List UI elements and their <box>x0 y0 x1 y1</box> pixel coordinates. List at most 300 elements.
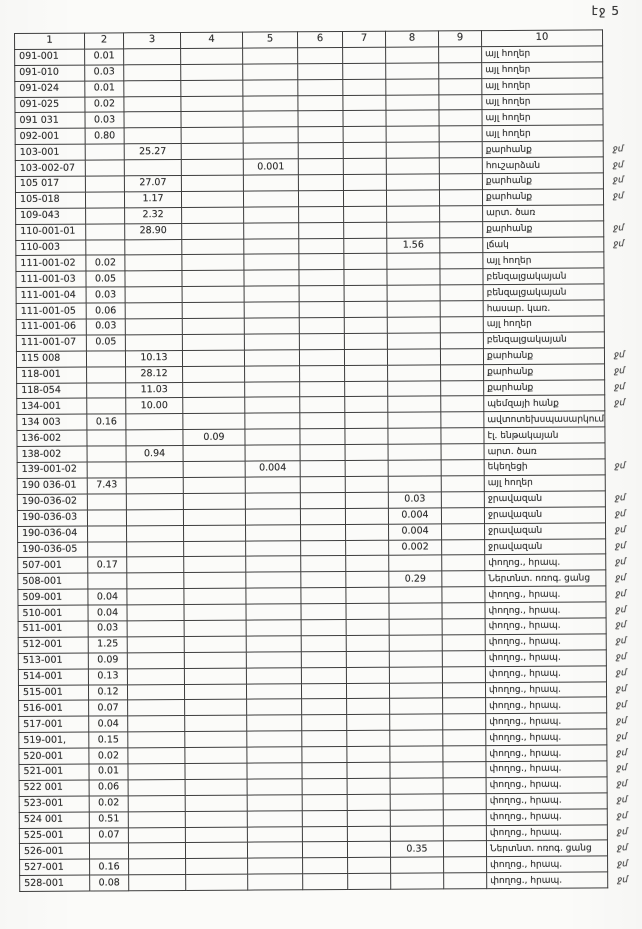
value-cell <box>298 159 343 175</box>
value-cell <box>184 620 246 636</box>
parcel-code-cell: 111-001-07 <box>16 335 86 351</box>
value-cell <box>127 684 184 700</box>
parcel-code-cell: 091 031 <box>15 113 85 129</box>
land-use-cell: փողոց., հրապ. <box>485 618 606 635</box>
value-cell <box>440 285 483 301</box>
value-cell <box>127 525 184 541</box>
value-cell <box>243 111 298 127</box>
parcel-code-cell: 514-001 <box>18 669 88 685</box>
land-use-cell: այլ հողեր <box>483 252 604 269</box>
value-cell <box>440 205 483 221</box>
value-cell <box>390 825 443 841</box>
land-use-cell: փողոց., հրապ. <box>487 856 608 873</box>
value-cell <box>300 381 345 397</box>
table-row <box>20 872 640 892</box>
value-cell <box>298 190 343 206</box>
parcel-code-cell: 527-001 <box>20 859 90 875</box>
value-cell <box>440 269 483 285</box>
value-cell <box>183 413 245 429</box>
value-cell <box>344 222 387 238</box>
value-cell <box>344 270 387 286</box>
land-use-cell: փողոց., հրապ. <box>486 809 607 826</box>
value-cell: 0.06 <box>86 303 125 319</box>
value-cell <box>299 286 344 302</box>
value-cell <box>389 587 442 603</box>
value-cell: 0.12 <box>88 684 127 700</box>
value-cell <box>346 651 389 667</box>
margin-note: ջմ <box>614 382 625 393</box>
value-cell <box>346 603 389 619</box>
value-cell <box>302 699 347 715</box>
value-cell: 0.51 <box>89 811 128 827</box>
value-cell <box>181 127 243 143</box>
value-cell <box>347 778 390 794</box>
value-cell <box>444 857 487 873</box>
value-cell <box>343 95 386 111</box>
value-cell <box>126 462 183 478</box>
value-cell <box>184 604 246 620</box>
land-use-cell: բենզալցակայան <box>483 284 604 301</box>
table-body <box>15 46 640 892</box>
value-cell <box>86 208 125 224</box>
value-cell <box>243 79 298 95</box>
value-cell <box>185 699 247 715</box>
value-cell <box>443 809 486 825</box>
land-use-cell: էլ. ենթակայան <box>484 427 605 444</box>
value-cell <box>245 413 300 429</box>
value-cell <box>300 445 345 461</box>
value-cell <box>343 47 386 63</box>
value-cell <box>247 763 302 779</box>
parcel-code-cell: 520-001 <box>19 748 89 764</box>
value-cell <box>185 763 247 779</box>
column-header-9: 9 <box>438 31 481 47</box>
value-cell <box>182 286 244 302</box>
value-cell <box>181 112 243 128</box>
land-use-cell: այլ հողեր <box>482 78 603 95</box>
margin-note: ջմ <box>615 557 627 568</box>
value-cell <box>88 573 127 589</box>
value-cell <box>184 652 246 668</box>
value-cell <box>124 80 181 96</box>
parcel-code-cell: 515-001 <box>18 685 88 701</box>
parcel-code-cell: 513-001 <box>18 653 88 669</box>
value-cell <box>301 572 346 588</box>
land-use-cell: այլ հողեր <box>482 93 603 110</box>
value-cell <box>182 207 244 223</box>
land-use-cell: քարհանք <box>483 221 604 238</box>
value-cell <box>301 524 346 540</box>
margin-note <box>604 316 636 332</box>
margin-note: ջմ <box>615 636 627 647</box>
value-cell <box>302 762 347 778</box>
value-cell <box>124 64 181 80</box>
value-cell <box>441 428 484 444</box>
land-use-cell: ջրավազան <box>485 523 606 540</box>
parcel-code-cell: 507-001 <box>18 557 88 573</box>
value-cell: 0.05 <box>86 335 125 351</box>
value-cell <box>183 398 245 414</box>
land-use-cell: քարհանք <box>482 141 603 158</box>
value-cell <box>127 605 184 621</box>
parcel-code-cell: 136-002 <box>17 430 87 446</box>
value-cell <box>301 667 346 683</box>
value-cell <box>181 143 243 159</box>
value-cell <box>389 555 442 571</box>
value-cell <box>127 620 184 636</box>
value-cell <box>348 858 391 874</box>
column-header-7: 7 <box>342 31 385 47</box>
value-cell <box>345 460 388 476</box>
parcel-code-cell: 105-018 <box>15 192 85 208</box>
value-cell <box>243 191 298 207</box>
value-cell: 0.04 <box>88 605 127 621</box>
value-cell <box>345 365 388 381</box>
value-cell <box>182 350 244 366</box>
parcel-code-cell: 522 001 <box>19 780 89 796</box>
value-cell <box>299 222 344 238</box>
column-header-8: 8 <box>385 31 438 47</box>
value-cell <box>124 128 181 144</box>
value-cell <box>344 206 387 222</box>
value-cell <box>125 255 182 271</box>
parcel-code-cell: 118-001 <box>17 367 87 383</box>
parcel-code-cell: 105 017 <box>15 176 85 192</box>
land-use-cell: այլ հողեր <box>482 62 603 79</box>
value-cell <box>441 476 484 492</box>
margin-note: ջմ <box>616 795 628 806</box>
value-cell <box>442 603 485 619</box>
parcel-code-cell: 521-001 <box>19 764 89 780</box>
value-cell <box>301 651 346 667</box>
value-cell <box>298 127 343 143</box>
value-cell <box>88 541 127 557</box>
value-cell <box>345 397 388 413</box>
parcel-code-cell: 517-001 <box>19 716 89 732</box>
value-cell <box>390 810 443 826</box>
value-cell <box>245 493 300 509</box>
value-cell <box>246 604 301 620</box>
value-cell: 0.01 <box>89 764 128 780</box>
value-cell <box>245 508 300 524</box>
value-cell <box>244 270 299 286</box>
value-cell <box>346 683 389 699</box>
value-cell <box>443 762 486 778</box>
parcel-code-cell: 111-001-06 <box>16 319 86 335</box>
value-cell <box>442 539 485 555</box>
value-cell: 0.16 <box>90 859 129 875</box>
value-cell <box>347 826 390 842</box>
margin-note <box>604 300 636 316</box>
land-use-cell: փողոց., հրապ. <box>485 602 606 619</box>
value-cell <box>441 364 484 380</box>
value-cell <box>127 557 184 573</box>
value-cell <box>246 588 301 604</box>
value-cell <box>127 589 184 605</box>
value-cell <box>182 318 244 334</box>
value-cell: 1.56 <box>387 237 440 253</box>
value-cell: 0.02 <box>86 255 125 271</box>
value-cell <box>245 365 300 381</box>
value-cell <box>127 541 184 557</box>
parcel-code-cell: 519-001, <box>19 732 89 748</box>
value-cell <box>184 541 246 557</box>
value-cell <box>343 79 386 95</box>
value-cell <box>442 666 485 682</box>
value-cell <box>185 715 247 731</box>
margin-note: ջմ <box>616 827 628 838</box>
value-cell <box>181 80 243 96</box>
value-cell: 0.01 <box>85 81 124 97</box>
value-cell: 11.03 <box>126 382 183 398</box>
value-cell <box>386 110 439 126</box>
value-cell <box>128 779 185 795</box>
land-use-cell: փողոց., հրապ. <box>486 697 607 714</box>
value-cell: 0.02 <box>89 796 128 812</box>
value-cell <box>439 190 482 206</box>
value-cell <box>184 572 246 588</box>
value-cell <box>183 461 245 477</box>
value-cell <box>184 525 246 541</box>
value-cell <box>440 221 483 237</box>
value-cell <box>298 47 343 63</box>
value-cell <box>441 507 484 523</box>
value-cell <box>345 428 388 444</box>
value-cell <box>85 176 124 192</box>
column-header-1: 1 <box>15 33 85 49</box>
value-cell <box>441 396 484 412</box>
land-use-cell: բենզալցակայան <box>483 268 604 285</box>
value-cell <box>125 287 182 303</box>
value-cell <box>443 841 486 857</box>
value-cell: 0.15 <box>89 732 128 748</box>
land-use-cell: ջրավազան <box>484 507 605 524</box>
value-cell <box>182 334 244 350</box>
value-cell <box>301 540 346 556</box>
value-cell: 0.004 <box>245 461 300 477</box>
value-cell <box>243 175 298 191</box>
parcel-code-cell: 091-025 <box>15 97 85 113</box>
parcel-code-cell: 103-001 <box>15 144 85 160</box>
margin-note: ջմ <box>617 874 628 885</box>
margin-note <box>604 252 636 268</box>
value-cell <box>124 48 181 64</box>
value-cell <box>442 587 485 603</box>
value-cell <box>183 509 245 525</box>
value-cell <box>245 429 300 445</box>
value-cell <box>244 222 299 238</box>
value-cell <box>127 668 184 684</box>
column-header-10: 10 <box>481 30 602 47</box>
value-cell <box>442 619 485 635</box>
land-use-cell: փողոց., հրապ. <box>486 713 607 730</box>
margin-note <box>605 475 637 491</box>
margin-note <box>605 443 637 459</box>
value-cell <box>345 381 388 397</box>
value-cell <box>87 446 126 462</box>
parcel-code-cell: 134-001 <box>17 399 87 415</box>
value-cell <box>181 191 243 207</box>
parcel-code-cell: 111-001-02 <box>16 256 86 272</box>
value-cell <box>301 588 346 604</box>
value-cell <box>181 64 243 80</box>
value-cell <box>126 430 183 446</box>
land-use-cell: արտ. ծառ <box>483 205 604 222</box>
land-use-cell: փողոց., հրապ. <box>485 681 606 698</box>
value-cell <box>389 603 442 619</box>
value-cell <box>86 351 125 367</box>
value-cell <box>185 827 247 843</box>
parcel-code-cell: 110-001-01 <box>16 224 86 240</box>
parcel-code-cell: 509-001 <box>18 589 88 605</box>
land-use-cell: բենզալցակայան <box>483 332 604 349</box>
land-use-cell: հուշարձան <box>482 157 603 174</box>
parcel-code-cell: 190 036-01 <box>17 478 87 494</box>
value-cell <box>386 79 439 95</box>
margin-note <box>604 332 636 348</box>
value-cell <box>389 619 442 635</box>
value-cell <box>390 698 443 714</box>
value-cell: 0.004 <box>388 508 441 524</box>
value-cell <box>386 126 439 142</box>
value-cell <box>125 303 182 319</box>
value-cell <box>387 333 440 349</box>
value-cell <box>247 810 302 826</box>
value-cell <box>185 811 247 827</box>
land-use-cell: փողոց., հրապ. <box>485 554 606 571</box>
parcel-code-cell: 526-001 <box>19 843 89 859</box>
value-cell <box>440 301 483 317</box>
value-cell <box>439 62 482 78</box>
value-cell <box>125 239 182 255</box>
value-cell: 0.13 <box>88 668 127 684</box>
parcel-code-cell: 111-001-03 <box>16 271 86 287</box>
margin-note: ջմ <box>615 541 626 552</box>
value-cell <box>388 444 441 460</box>
margin-note: ջմ <box>615 620 627 631</box>
value-cell <box>302 731 347 747</box>
value-cell <box>386 142 439 158</box>
value-cell <box>85 192 124 208</box>
value-cell <box>247 747 302 763</box>
value-cell <box>443 698 486 714</box>
value-cell <box>244 207 299 223</box>
parcel-code-cell: 118-054 <box>17 383 87 399</box>
value-cell: 2.32 <box>125 207 182 223</box>
value-cell <box>299 270 344 286</box>
value-cell <box>247 842 302 858</box>
value-cell <box>343 111 386 127</box>
value-cell <box>345 476 388 492</box>
value-cell <box>183 477 245 493</box>
margin-note: ջմ <box>615 525 626 536</box>
value-cell <box>439 110 482 126</box>
value-cell <box>125 271 182 287</box>
parcel-code-cell: 525-001 <box>19 828 89 844</box>
value-cell <box>389 667 442 683</box>
value-cell <box>299 206 344 222</box>
value-cell <box>439 126 482 142</box>
parcel-code-cell: 511-001 <box>18 621 88 637</box>
value-cell <box>181 96 243 112</box>
value-cell: 0.06 <box>89 780 128 796</box>
value-cell <box>185 731 247 747</box>
value-cell <box>128 811 185 827</box>
value-cell <box>344 238 387 254</box>
value-cell <box>245 381 300 397</box>
land-use-cell: այլ հողեր <box>483 316 604 333</box>
value-cell <box>183 493 245 509</box>
value-cell <box>347 746 390 762</box>
value-cell <box>387 206 440 222</box>
value-cell <box>343 158 386 174</box>
parcel-code-cell: 139-001-02 <box>17 462 87 478</box>
land-use-cell: Ներտնտ. ոռոգ. ցանց <box>485 570 606 587</box>
land-use-cell: փողոց., հրապ. <box>486 761 607 778</box>
value-cell <box>89 843 128 859</box>
value-cell <box>388 412 441 428</box>
parcel-code-cell: 109-043 <box>16 208 86 224</box>
value-cell <box>299 318 344 334</box>
value-cell <box>181 175 243 191</box>
value-cell <box>245 445 300 461</box>
value-cell <box>388 380 441 396</box>
value-cell <box>388 428 441 444</box>
value-cell <box>126 414 183 430</box>
land-use-cell: արտ. ծառ <box>484 443 605 460</box>
value-cell: 10.13 <box>125 350 182 366</box>
value-cell <box>181 159 243 175</box>
value-cell <box>389 682 442 698</box>
margin-note: ջմ <box>615 668 627 679</box>
value-cell <box>87 382 126 398</box>
value-cell: 1.17 <box>124 191 181 207</box>
value-cell <box>298 63 343 79</box>
land-use-cell: քարհանք <box>482 173 603 190</box>
value-cell <box>247 731 302 747</box>
value-cell <box>86 224 125 240</box>
value-cell <box>347 842 390 858</box>
margin-note: ջմ <box>612 191 624 202</box>
parcel-code-cell: 115 008 <box>16 351 86 367</box>
value-cell <box>388 396 441 412</box>
land-use-cell: փողոց., հրապ. <box>485 650 606 667</box>
parcel-code-cell: 516-001 <box>19 700 89 716</box>
value-cell: 0.09 <box>183 429 245 445</box>
value-cell: 0.02 <box>85 96 124 112</box>
margin-note: ջմ <box>616 716 627 727</box>
value-cell: 0.04 <box>89 716 128 732</box>
value-cell <box>440 237 483 253</box>
value-cell <box>244 254 299 270</box>
value-cell <box>300 492 345 508</box>
value-cell: 0.29 <box>389 571 442 587</box>
value-cell <box>345 444 388 460</box>
value-cell <box>443 746 486 762</box>
margin-note: ջմ <box>614 461 626 472</box>
value-cell: 7.43 <box>87 478 126 494</box>
value-cell <box>391 873 444 889</box>
land-use-cell: եկեղեցի <box>484 459 605 476</box>
value-cell: 28.12 <box>126 366 183 382</box>
value-cell <box>127 573 184 589</box>
value-cell <box>246 540 301 556</box>
value-cell <box>347 762 390 778</box>
value-cell <box>181 48 243 64</box>
margin-note: ջմ <box>614 493 626 504</box>
value-cell <box>300 476 345 492</box>
value-cell <box>442 523 485 539</box>
